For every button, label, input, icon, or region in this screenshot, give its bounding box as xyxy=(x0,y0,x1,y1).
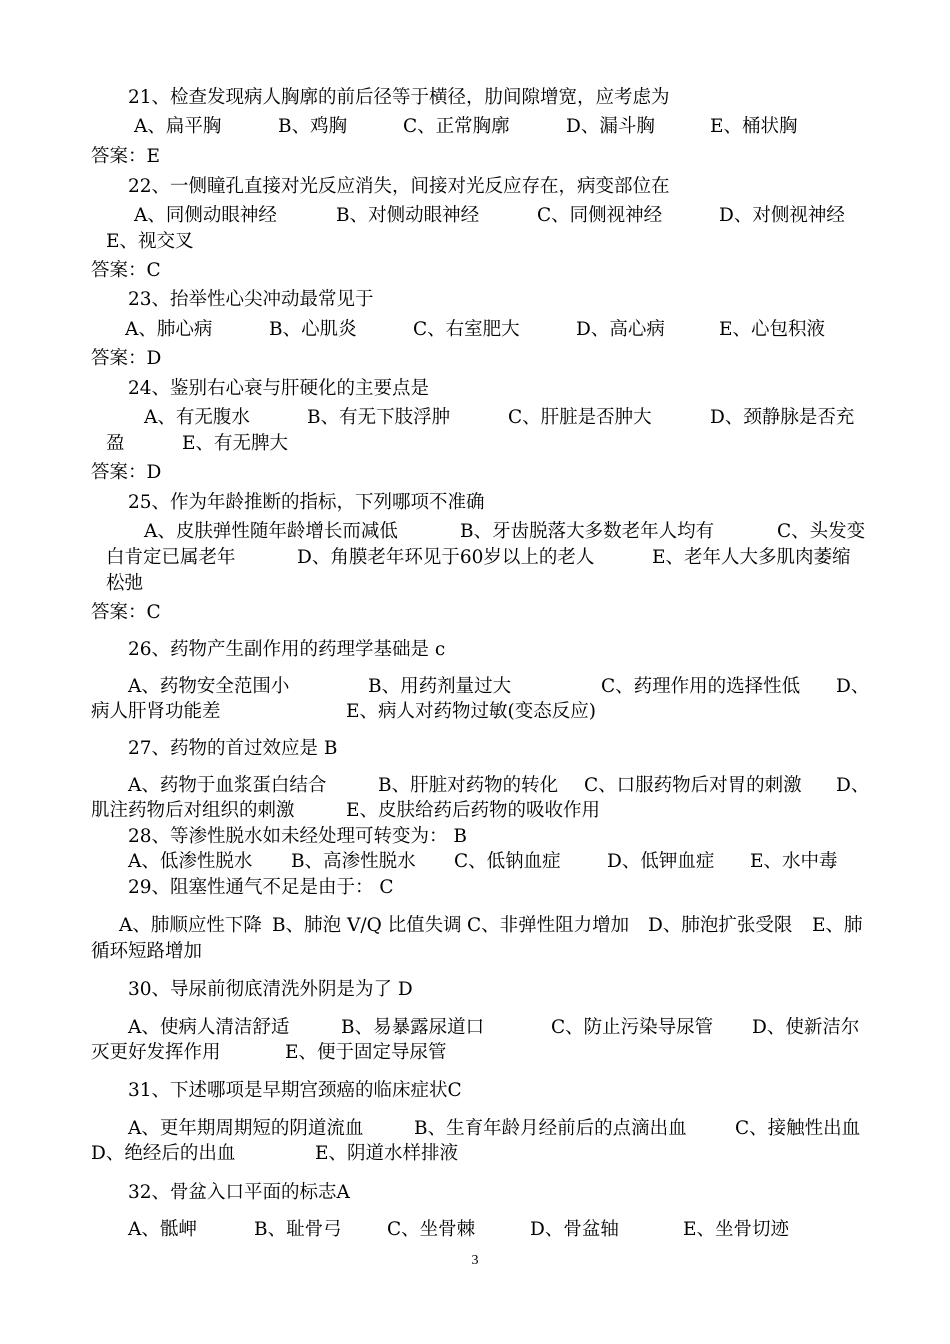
option: C、正常胸廓 xyxy=(403,116,510,137)
question-stem: 32、骨盆入口平面的标志A xyxy=(128,1182,350,1203)
option: C、右室肥大 xyxy=(413,319,520,340)
option: C、坐骨棘 xyxy=(387,1219,476,1240)
option: D、骨盆轴 xyxy=(530,1219,619,1240)
option: C、低钠血症 xyxy=(454,851,561,872)
option: D、使新洁尔 xyxy=(752,1017,860,1038)
question-stem: 25、作为年龄推断的指标，下列哪项不准确 xyxy=(128,492,485,513)
answer: 答案：C xyxy=(91,602,161,623)
option: E、便于固定导尿管 xyxy=(285,1042,447,1063)
question-stem: 28、等渗性脱水如未经处理可转变为： B xyxy=(128,826,468,847)
option: D、肺泡扩张受限 xyxy=(648,915,793,936)
option: B、生育年龄月经前后的点滴出血 xyxy=(414,1118,687,1139)
option: B、易暴露尿道口 xyxy=(341,1017,485,1038)
option: C、接触性出血 xyxy=(735,1118,861,1139)
question-stem: 31、下述哪项是早期宫颈癌的临床症状C xyxy=(128,1080,462,1101)
option: D、角膜老年环见于60岁以上的老人 xyxy=(297,547,595,568)
option-continuation: 白肯定已属老年 xyxy=(106,547,236,568)
option: D、高心病 xyxy=(576,319,665,340)
option: A、低渗性脱水 xyxy=(128,851,253,872)
option: C、药理作用的选择性低 xyxy=(601,676,801,697)
option: A、有无腹水 xyxy=(144,407,250,428)
option: E、心包积液 xyxy=(719,319,826,340)
option: A、扁平胸 xyxy=(134,116,222,137)
question-stem: 22、一侧瞳孔直接对光反应消失，间接对光反应存在，病变部位在 xyxy=(128,176,670,197)
option-continuation: 肌注药物后对组织的刺激 xyxy=(91,800,295,821)
option: E、水中毒 xyxy=(750,851,838,872)
option: B、鸡胸 xyxy=(278,116,348,137)
option: C、肝脏是否肿大 xyxy=(508,407,652,428)
option: C、非弹性阻力增加 xyxy=(467,915,630,936)
option-continuation: 松弛 xyxy=(106,573,144,594)
question-stem: 21、检查发现病人胸廓的前后径等于横径，肋间隙增宽，应考虑为 xyxy=(128,87,670,108)
option: A、同侧动眼神经 xyxy=(134,205,277,226)
option: C、防止污染导尿管 xyxy=(551,1017,714,1038)
option: B、肝脏对药物的转化 xyxy=(378,775,559,796)
option: A、更年期周期短的阴道流血 xyxy=(128,1118,364,1139)
option: E、皮肤给药后药物的吸收作用 xyxy=(346,800,601,821)
option: E、阴道水样排液 xyxy=(315,1143,459,1164)
answer: 答案：D xyxy=(91,348,162,369)
option-continuation: 病人肝肾功能差 xyxy=(91,701,221,722)
question-stem: 29、阻塞性通气不足是由于： C xyxy=(128,877,394,898)
option: B、对侧动眼神经 xyxy=(336,205,480,226)
question-stem: 27、药物的首过效应是 B xyxy=(128,738,338,759)
option: D、 xyxy=(836,775,870,796)
option: B、有无下肢浮肿 xyxy=(307,407,451,428)
question-stem: 30、导尿前彻底清洗外阴是为了 D xyxy=(128,979,413,1000)
option: C、头发变 xyxy=(777,521,866,542)
page-number: 3 xyxy=(471,1253,479,1268)
option: A、药物于血浆蛋白结合 xyxy=(128,775,327,796)
question-stem: 26、药物产生副作用的药理学基础是 c xyxy=(128,639,446,660)
answer: 答案：E xyxy=(91,146,161,167)
answer: 答案：C xyxy=(91,260,161,281)
option: A、药物安全范围小 xyxy=(128,676,290,697)
option: B、肺泡 V/Q 比值失调 xyxy=(272,915,462,936)
option: D、绝经后的出血 xyxy=(91,1143,236,1164)
option: D、漏斗胸 xyxy=(566,116,655,137)
option: B、牙齿脱落大多数老年人均有 xyxy=(460,521,715,542)
option: A、使病人清洁舒适 xyxy=(128,1017,290,1038)
option: D、颈静脉是否充 xyxy=(710,407,855,428)
option: C、同侧视神经 xyxy=(537,205,663,226)
option: E、老年人大多肌肉萎缩 xyxy=(652,547,851,568)
option: A、肺心病 xyxy=(125,319,213,340)
option: A、皮肤弹性随年龄增长而减低 xyxy=(144,521,398,542)
option: B、心肌炎 xyxy=(269,319,357,340)
option: D、低钾血症 xyxy=(607,851,715,872)
option: E、有无脾大 xyxy=(182,433,289,454)
question-stem: 24、鉴别右心衰与肝硬化的主要点是 xyxy=(128,378,430,399)
option: E、桶状胸 xyxy=(710,116,798,137)
question-stem: 23、抬举性心尖冲动最常见于 xyxy=(128,289,374,310)
option: D、 xyxy=(836,676,870,697)
option: E、病人对药物过敏(变态反应) xyxy=(346,701,596,722)
option: C、口服药物后对胃的刺激 xyxy=(584,775,802,796)
option: B、用药剂量过大 xyxy=(368,676,512,697)
option: B、高渗性脱水 xyxy=(291,851,416,872)
option-continuation: 循环短路增加 xyxy=(91,941,203,962)
option: A、骶岬 xyxy=(128,1219,197,1240)
option: D、对侧视神经 xyxy=(719,205,845,226)
option: E、视交叉 xyxy=(106,231,194,252)
option: B、耻骨弓 xyxy=(254,1219,342,1240)
answer: 答案：D xyxy=(91,462,162,483)
option-continuation: 灭更好发挥作用 xyxy=(91,1042,221,1063)
option: A、肺顺应性下降 xyxy=(119,915,262,936)
option: E、肺 xyxy=(812,915,863,936)
option: E、坐骨切迹 xyxy=(683,1219,790,1240)
option-continuation: 盈 xyxy=(106,433,125,454)
